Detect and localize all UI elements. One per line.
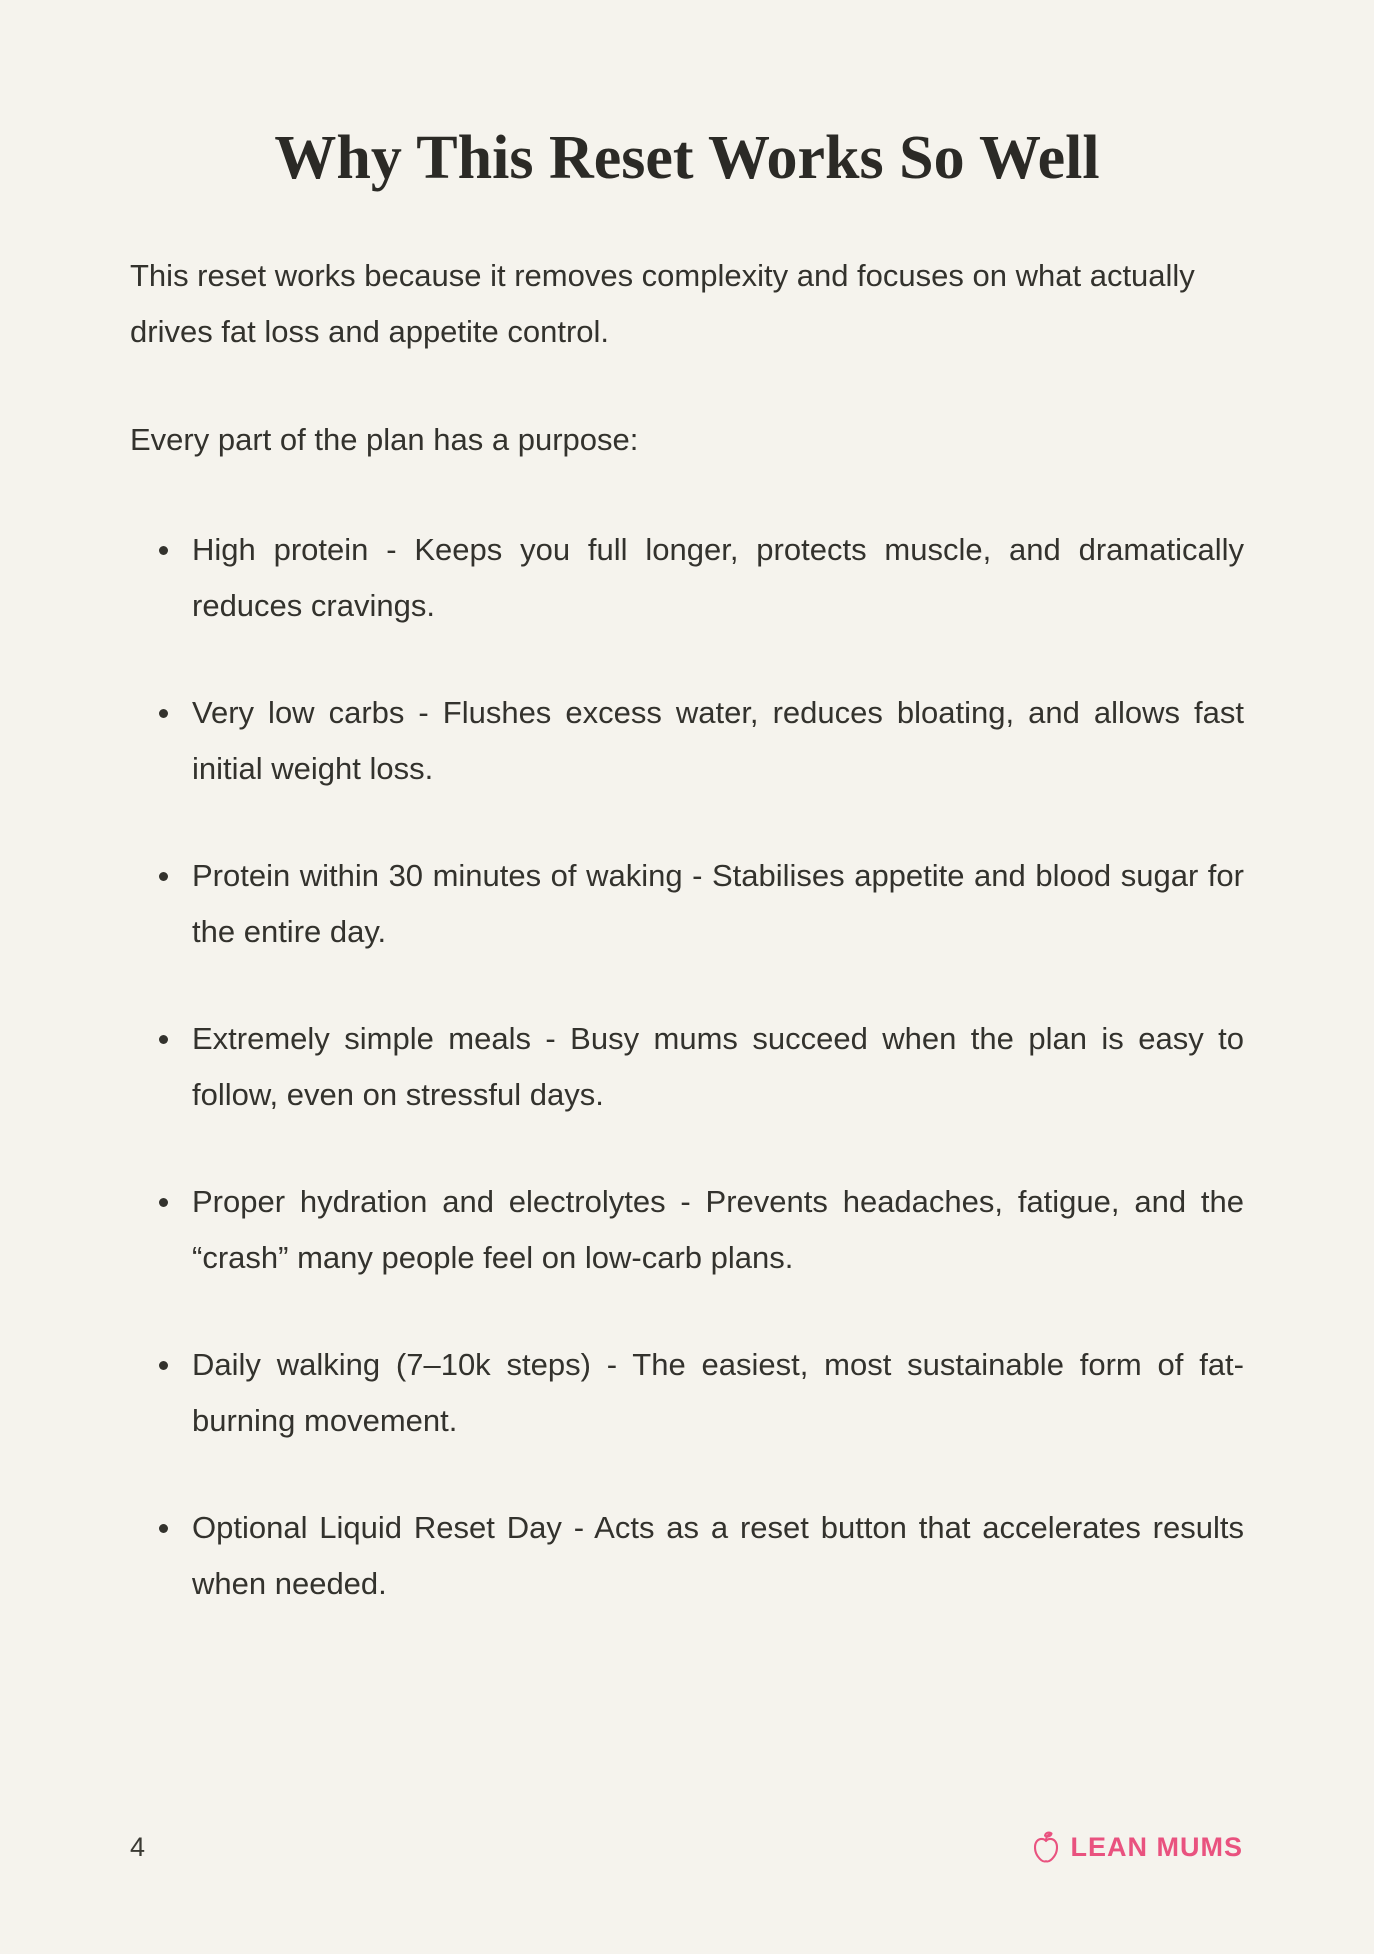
benefit-item: High protein - Keeps you full longer, protects muscle, and dramatically reduces cravings. [130,522,1244,634]
page-number: 4 [130,1831,146,1862]
benefit-item: Proper hydration and electrolytes - Prevents headaches, fatigue, and the “crash” many people feel on low-carb plans. [130,1174,1244,1286]
benefit-item: Protein within 30 minutes of waking - Stabilises appetite and blood sugar for the entire day. [130,848,1244,960]
brand-name: LEAN MUMS [1070,1831,1243,1862]
benefits-list [130,522,1244,1612]
brand-logo [1029,1828,1244,1866]
lead-in-paragraph: Every part of the plan has a purpose: [130,422,639,457]
intro-paragraph: This reset works because it removes complexity and focuses on what actually drives fat loss and appetite control. [130,258,1195,349]
apple-icon [1029,1828,1063,1866]
page-footer [130,1828,1243,1866]
benefit-item: Very low carbs - Flushes excess water, reduces bloating, and allows fast initial weight loss. [130,685,1244,797]
benefit-item: Extremely simple meals - Busy mums succeed when the plan is easy to follow, even on stressful days. [130,1011,1244,1123]
page-title: Why This Reset Works So Well [274,124,1100,192]
benefit-item: Daily walking (7–10k steps) - The easiest, most sustainable form of fat-burning movement. [130,1337,1244,1449]
benefit-item: Optional Liquid Reset Day - Acts as a reset button that accelerates results when needed. [130,1500,1244,1612]
